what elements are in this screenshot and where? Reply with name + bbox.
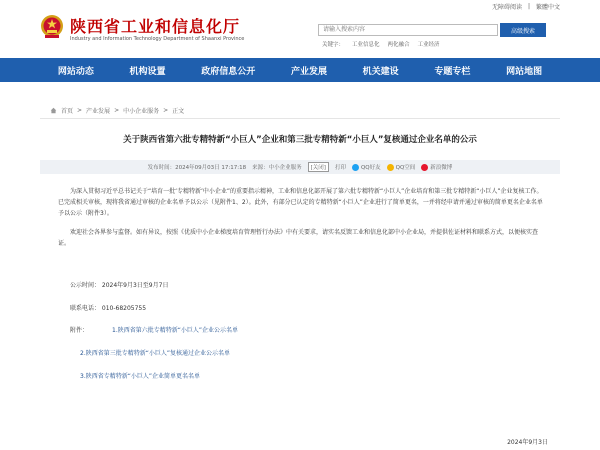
site-title[interactable]: 陕西省工业和信息化厅 (70, 17, 241, 36)
attachment-link[interactable]: 3.陕西省专精特新“小巨人”企业简单更名名单 (80, 373, 200, 380)
divider (40, 118, 560, 119)
article-title: 关于陕西省第六批专精特新“小巨人”企业和第三批专精特新“小巨人”复核通过企业名单的公示 (123, 135, 477, 145)
breadcrumb-sep: > (114, 107, 120, 114)
share-qq[interactable] (352, 163, 381, 171)
close-button[interactable]: [关闭] (308, 162, 329, 172)
breadcrumb-industry[interactable]: 产业发展 (86, 108, 111, 115)
home-icon (50, 107, 57, 114)
top-utility-bar (492, 0, 560, 12)
share-weibo[interactable] (421, 163, 452, 171)
breadcrumb-sep: > (163, 107, 169, 114)
traditional-chinese-link[interactable]: 繁體中文 (535, 3, 560, 11)
breadcrumb-home[interactable]: 首页 (61, 108, 74, 115)
site-subtitle: Industry and Information Technology Department of Shaanxi Province (70, 36, 245, 42)
site-header (0, 12, 600, 58)
national-emblem-icon[interactable] (40, 14, 64, 40)
qq-icon (352, 164, 359, 171)
attachment-link[interactable]: 2.陕西省第三批专精特新“小巨人”复核通过企业公示名单 (80, 350, 230, 357)
advanced-search-button[interactable]: 高级搜索 (500, 23, 546, 37)
keyword-link[interactable]: 工业信息化 (352, 42, 380, 48)
share-qzone[interactable] (387, 163, 416, 171)
nav-item-news[interactable]: 网站动态 (57, 66, 94, 77)
search-input[interactable] (318, 24, 498, 36)
breadcrumb-sme[interactable]: 中小企业服务 (123, 108, 160, 115)
breadcrumb (50, 106, 184, 115)
attachment-link[interactable]: 1.陕西省第六批专精特新“小巨人”企业公示名单 (112, 327, 238, 334)
article-paragraph: 为深入贯彻习近平总书记关于“培育一批‘专精特新’中小企业”的重要指示精神，工业和信息化部开展了第六批专精特新“小巨人”企业培育和第三批专精特新“小巨人”企业复核工作。已完成相关审核，现将我省通过审核的企业名单予以公示（见附件1、2）。此外，有部分已认定的专精特新“小巨人”企业进行了简单更名，一并将经申请并通过审核的简单更名企业名单予以公示（附件3）。 (58, 188, 543, 217)
nav-item-gov-info[interactable]: 政府信息公开 (201, 66, 256, 77)
keyword-link[interactable]: 工业经济 (417, 42, 440, 48)
attachments-label: 附件： (70, 327, 89, 334)
share-qzone-label: QQ空间 (395, 165, 416, 171)
keyword-link[interactable]: 两化融合 (387, 42, 410, 48)
breadcrumb-current: 正文 (172, 108, 185, 115)
publicity-period: 公示时间： 2024年9月3日至9月7日 (70, 282, 169, 289)
article-body (58, 186, 548, 249)
article-meta-bar (40, 160, 560, 174)
share-qq-label: QQ好友 (360, 165, 381, 171)
breadcrumb-sep: > (77, 107, 83, 114)
nav-item-topics[interactable]: 专题专栏 (434, 66, 471, 77)
nav-item-sitemap[interactable]: 网站地图 (506, 66, 543, 77)
accessibility-link[interactable]: 无障碍阅读 (491, 3, 522, 11)
nav-item-industry[interactable]: 产业发展 (290, 66, 327, 77)
publish-date: 2024年9月3日 (507, 439, 548, 446)
article-paragraph: 欢迎社会各界参与监督。如有异议，按照《优质中小企业梯度培育管理暂行办法》中有关要求，请实名反馈工业和信息化部中小企业局，并提供佐证材料和联系方式，以便核实查证。 (58, 229, 539, 247)
contact-phone: 联系电话： 010-68205755 (70, 305, 147, 312)
share-weibo-label: 新浪微博 (430, 165, 453, 171)
keywords-row (322, 40, 440, 48)
nav-item-org[interactable]: 机构设置 (129, 66, 166, 77)
publish-time: 发布时间：2024年09月03日 17:17:18 (147, 165, 247, 171)
print-link[interactable]: 打印 (334, 165, 346, 171)
divider: | (527, 2, 530, 10)
keywords-label: 关键字： (322, 42, 345, 48)
main-nav (0, 58, 600, 82)
nav-item-party[interactable]: 机关建设 (362, 66, 399, 77)
weibo-icon (421, 164, 428, 171)
qzone-icon (387, 164, 394, 171)
article-source: 来源：中小企业服务 (252, 165, 302, 171)
